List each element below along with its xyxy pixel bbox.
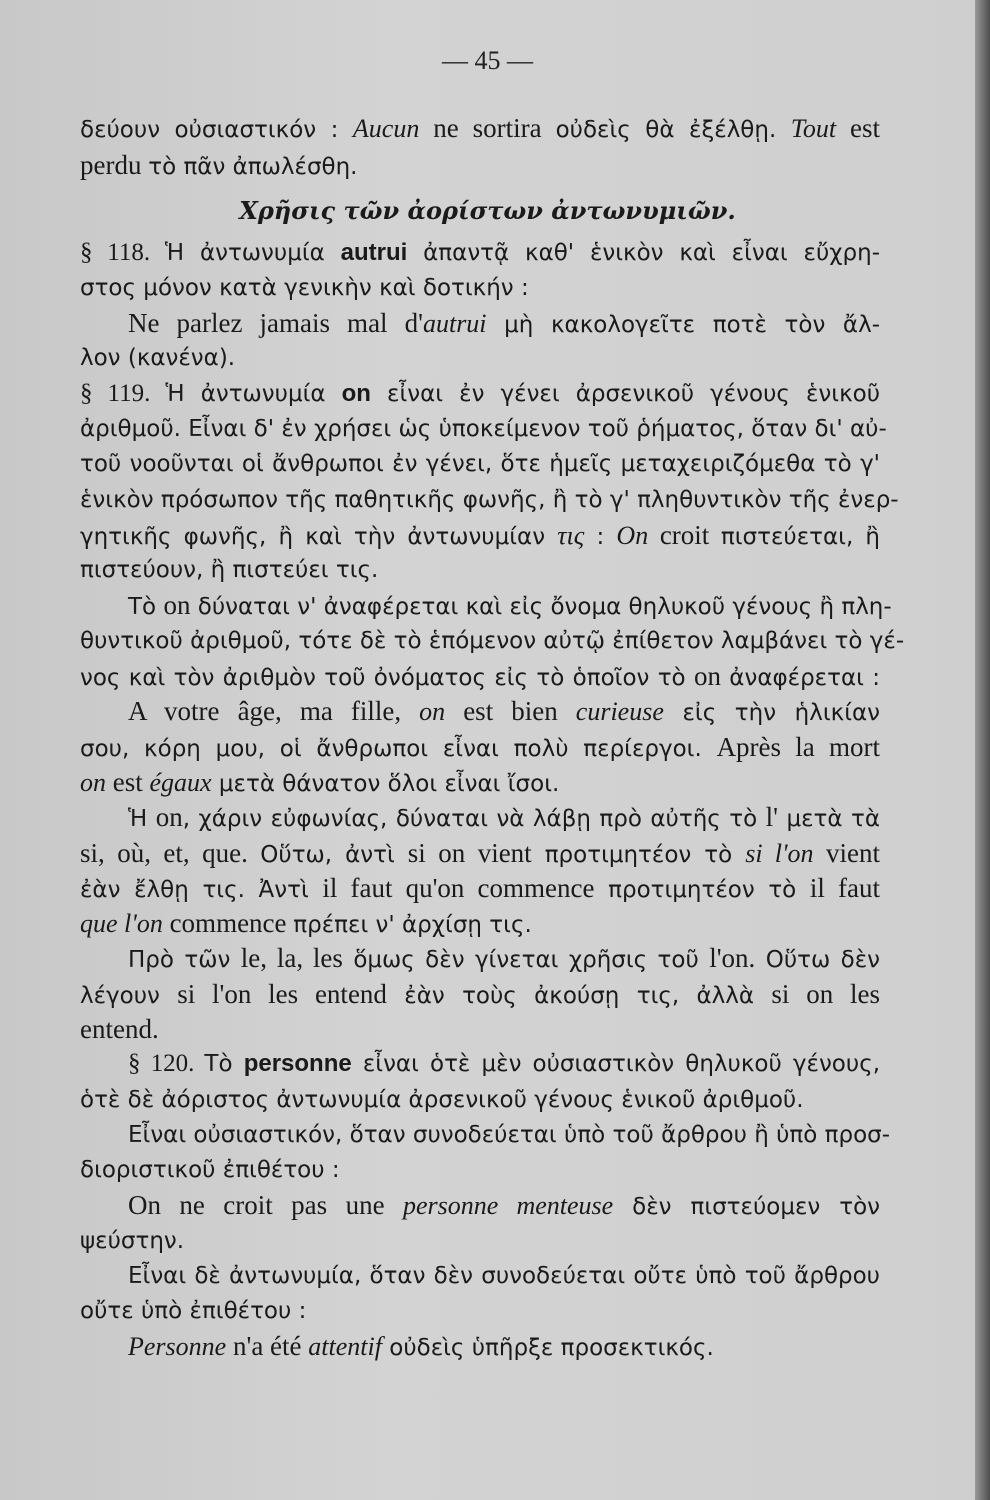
text-line	[80, 148, 880, 182]
text-run: ἐὰν ἔλθῃ τις. Ἀντὶ	[80, 877, 323, 903]
text-run: personne menteuse	[402, 1191, 614, 1220]
text-run: Τὸ	[128, 594, 164, 620]
text-run: § 120.	[128, 1050, 205, 1077]
text-run: perdu	[80, 150, 149, 180]
text-run: προτιμητέον τὸ	[594, 877, 810, 903]
text-run: A votre âge, ma fille,	[128, 696, 420, 726]
text-run: § 119.	[80, 380, 166, 407]
text-line	[80, 1294, 880, 1328]
text-run: curieuse	[575, 697, 664, 726]
text-run: autrui	[340, 239, 408, 266]
text-line	[128, 800, 880, 834]
text-line	[128, 941, 880, 975]
text-line	[80, 377, 880, 411]
text-line	[80, 447, 880, 481]
text-line	[80, 412, 887, 446]
text-run: Ἡ ἀντωνυμία	[165, 381, 342, 407]
text-line	[128, 1329, 928, 1363]
text-run: On ne croit pas une	[128, 1190, 403, 1220]
text-run: :	[584, 524, 617, 550]
text-run: οὐδεὶς ὑπῆρξε προσεκτικός.	[381, 1335, 714, 1361]
text-run: Εἶναι οὐσιαστικόν, ὅταν συνοδεύεται ὑπὸ τοῦ ἄρθρου ἢ ὑπὸ προσ-	[128, 1122, 891, 1148]
text-run: on	[693, 661, 721, 691]
text-run: ἑνικὸν πρόσωπον τῆς παθητικῆς φωνῆς, ἢ τὸ γ' πληθυντικὸν τῆς ἐνερ-	[80, 487, 899, 513]
text-run: § 118.	[80, 239, 165, 266]
text-line	[80, 1224, 880, 1258]
text-run: Οὕτω, ἀντὶ	[260, 842, 408, 868]
text-line	[128, 694, 880, 728]
text-run: ne sortira	[419, 113, 556, 143]
text-line	[80, 659, 880, 693]
text-run: croit	[648, 520, 721, 550]
text-run: μὴ κακολογεῖτε ποτὲ τὸν ἄλ-	[486, 312, 880, 338]
text-run: autrui	[422, 309, 487, 338]
text-run: commence	[162, 908, 294, 938]
text-run: τοῦ νοοῦνται οἱ ἄνθρωποι ἐν γένει, ὅτε ἡμεῖς μεταχειριζόμεθα τὸ γ'	[80, 451, 880, 477]
text-run: on	[341, 380, 371, 407]
text-run: ἀπαντᾷ καθ' ἑνικὸν καὶ εἶναι εὔχρη-	[407, 240, 881, 266]
text-run: si, où, et, que.	[80, 838, 261, 868]
text-run: il faut qu'on commence	[322, 873, 595, 903]
text-run: si l'on	[745, 839, 814, 868]
text-run: on	[80, 768, 106, 797]
text-line	[80, 906, 880, 940]
text-run: πιστεύεται, ἢ	[720, 524, 881, 550]
text-run: εἰς τὴν ἡλικίαν	[663, 700, 880, 726]
text-line	[80, 624, 905, 658]
text-run: l'	[765, 802, 778, 832]
text-run: πιστεύουν, ἢ πιστεύει τις.	[80, 557, 379, 583]
text-line	[128, 1259, 880, 1293]
text-run: τὸ πᾶν ἀπωλέσθη.	[148, 154, 358, 180]
text-line	[128, 1188, 880, 1222]
text-line	[128, 588, 892, 622]
text-line	[80, 518, 880, 552]
text-run: δὲν πιστεύομεν τὸν	[613, 1194, 880, 1220]
text-run: Ἡ	[128, 806, 156, 832]
section-heading: Χρῆσις τῶν ἀορίστων ἀντωνυμιῶν.	[239, 196, 736, 225]
text-run: Tout	[790, 114, 837, 143]
page-edge-shadow	[975, 0, 990, 1500]
text-line	[80, 871, 880, 905]
text-line	[80, 836, 880, 870]
text-run: πρέπει ν' ἀρχίσῃ τις.	[293, 912, 532, 938]
text-run: Ἡ ἀντωνυμία	[164, 240, 341, 266]
text-line	[80, 553, 880, 587]
text-line	[80, 111, 880, 145]
text-run: n'a été	[226, 1331, 309, 1361]
text-run: on	[163, 590, 191, 620]
text-line	[128, 1118, 891, 1152]
text-run: οὔτε ὑπὸ ἐπιθέτου :	[80, 1298, 307, 1324]
text-run: διοριστικοῦ ἐπιθέτου :	[80, 1157, 340, 1183]
text-run: est	[106, 767, 150, 797]
text-run: εἶναι ὁτὲ μὲν οὐσιαστικὸν θηλυκοῦ γένους,	[351, 1051, 881, 1077]
text-run: si on vient	[407, 838, 532, 868]
text-run: οὐδεὶς θὰ ἐξέλθῃ.	[555, 117, 791, 143]
text-run: On	[616, 521, 649, 550]
text-run: Οὕτω δὲν	[755, 947, 880, 973]
text-run: si on les	[771, 979, 880, 1009]
text-run: λον (κανένα).	[80, 345, 236, 371]
text-run: , χάριν εὐφωνίας, δύναται νὰ λάβῃ πρὸ αὐτῆς τὸ	[182, 806, 766, 832]
text-run: que l'on	[80, 909, 163, 938]
text-run: Πρὸ τῶν	[128, 947, 241, 973]
text-run: il faut	[809, 873, 880, 903]
text-run: personne	[243, 1050, 352, 1077]
text-run: on	[155, 802, 183, 832]
text-run: γητικῆς φωνῆς, ἢ καὶ τὴν ἀντωνυμίαν	[80, 524, 558, 550]
text-line	[80, 483, 899, 517]
text-run: si l'on les entend	[177, 979, 387, 1009]
text-line	[80, 1012, 880, 1046]
text-run: ὅμως δὲν γίνεται χρῆσις τοῦ	[342, 947, 710, 973]
text-run: δύναται ν' ἀναφέρεται καὶ εἰς ὄνομα θηλυκοῦ γένους ἢ πλη-	[190, 594, 892, 620]
text-run: ψεύστην.	[80, 1228, 185, 1254]
text-run: ἀναφέρεται :	[720, 665, 881, 691]
text-run: λέγουν	[80, 983, 178, 1009]
text-run: égaux	[149, 768, 212, 797]
text-line	[80, 977, 880, 1011]
text-line	[80, 730, 880, 764]
text-run: εἶναι ἐν γένει ἀρσενικοῦ γένους ἑνικοῦ	[370, 381, 880, 407]
text-run: θυντικοῦ ἀριθμοῦ, τότε δὲ τὸ ἑπόμενον αὐτῷ ἐπίθετον λαμβάνει τὸ γέ-	[80, 628, 905, 654]
text-run: le, la, les	[240, 943, 343, 973]
text-run: τις	[557, 521, 585, 550]
text-run: on	[419, 697, 446, 726]
text-run: attentif	[308, 1332, 382, 1361]
text-run: Personne	[128, 1332, 227, 1361]
text-line	[80, 1083, 880, 1117]
text-run: στος μόνον κατὰ γενικὴν καὶ δοτικήν :	[80, 275, 529, 301]
text-run: est bien	[445, 696, 576, 726]
text-run: vient	[813, 838, 880, 868]
text-line	[80, 1153, 880, 1187]
page-number: — 45 —	[442, 46, 533, 75]
text-run: Ne parlez jamais mal d'	[128, 308, 423, 338]
text-run: Τὸ	[204, 1051, 244, 1077]
text-run: δεύουν οὐσιαστικόν :	[80, 117, 353, 143]
text-line	[80, 271, 880, 305]
text-run: νος καὶ τὸν ἀριθμὸν τοῦ ὀνόματος εἰς τὸ ὁποῖον τὸ	[80, 665, 694, 691]
text-line	[128, 306, 880, 340]
text-run: entend.	[80, 1014, 159, 1044]
text-run: l'on.	[709, 943, 756, 973]
text-run: ὁτὲ δὲ ἀόριστος ἀντωνυμία ἀρσενικοῦ γένους ἑνικοῦ ἀριθμοῦ.	[80, 1087, 804, 1113]
text-run: Εἶναι δὲ ἀντωνυμία, ὅταν δὲν συνοδεύεται οὔτε ὑπὸ τοῦ ἄρθρου	[128, 1263, 880, 1289]
text-line	[80, 765, 880, 799]
text-line	[80, 341, 880, 375]
text-run: est	[836, 113, 881, 143]
text-line	[80, 236, 880, 270]
text-run: ἐὰν τοὺς ἀκούσῃ τις, ἀλλὰ	[386, 983, 772, 1009]
text-line	[128, 1047, 880, 1081]
text-run: Aucun	[352, 114, 420, 143]
text-run: ἀριθμοῦ. Εἶναι δ' ἐν χρήσει ὡς ὑποκείμενον τοῦ ῥήματος, ὅταν δι' αὐ-	[80, 416, 887, 442]
text-run: μετὰ τὰ	[778, 806, 880, 832]
text-run: σου, κόρη μου, οἱ ἄνθρωποι εἶναι πολὺ περίεργοι.	[80, 736, 717, 762]
text-run: Après la mort	[716, 732, 880, 762]
text-run: μετὰ θάνατον ὅλοι εἶναι ἴσοι.	[211, 771, 560, 797]
text-run: προτιμητέον τὸ	[531, 842, 746, 868]
